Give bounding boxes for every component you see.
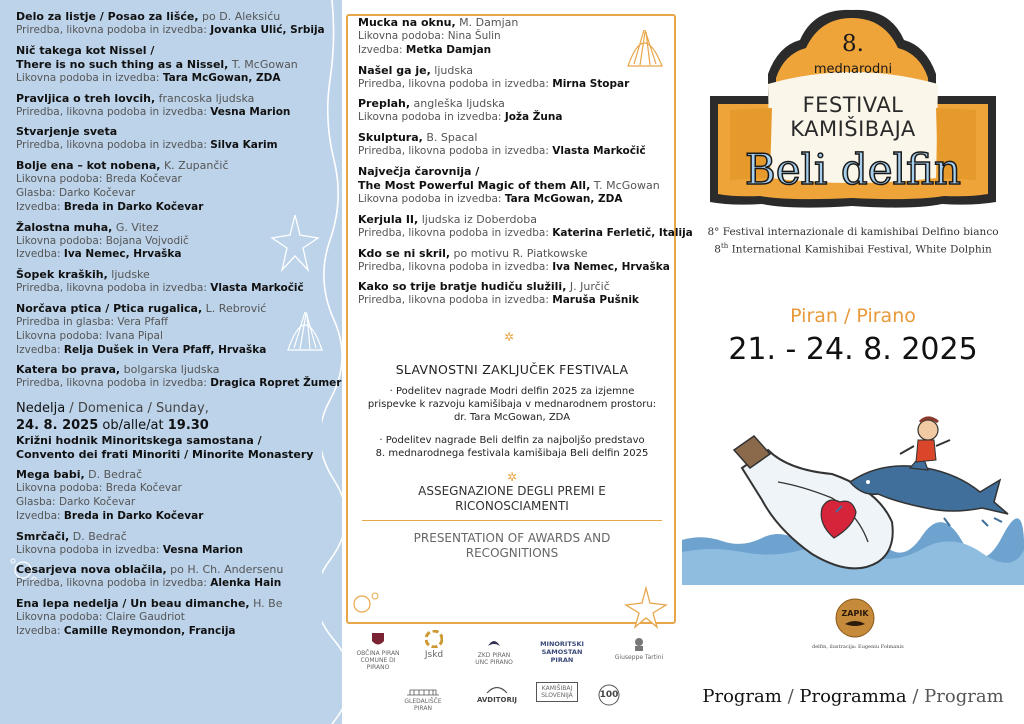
english-line: RECOGNITIONS <box>465 546 559 560</box>
credit-label: Priredba, likovna podoba in izvedba: <box>16 139 211 152</box>
credit-value: Vlasta Markočič <box>210 282 304 295</box>
sub-en-number: 8 <box>714 243 721 256</box>
entry-title <box>16 363 332 377</box>
entry-title-text: Delo za listje / Posao za lišće, <box>16 10 199 23</box>
festival-logo <box>682 0 1024 230</box>
entry-title <box>16 125 332 139</box>
credit-value: Bojana Vojvodič <box>105 234 189 247</box>
credit-value: Iva Nemec, Hrvaška <box>63 248 182 261</box>
entry-title-text: Pravljica o treh lovcih, <box>16 91 156 105</box>
date-time-line <box>16 417 332 434</box>
credit-line <box>16 344 332 358</box>
entry-author: D. Bedrač <box>69 529 127 543</box>
program-entry <box>358 131 676 159</box>
entry-title-2 <box>16 58 332 72</box>
award1-line: prispevke k razvoju kamišibaja v mednarodnem prostoru: <box>367 399 657 410</box>
credit-value: Dragica Ropret Žumer <box>210 377 342 390</box>
entry-title-text: Kerjula II, <box>358 212 419 226</box>
entry-title <box>358 213 676 227</box>
credit-label: Likovna podoba in izvedba: <box>16 71 163 84</box>
entry-title-2 <box>358 179 676 193</box>
entry-title-text: Stvarjenje sveta <box>16 125 118 139</box>
logo-avditorij <box>472 684 522 704</box>
logo-label: Jskd <box>424 650 444 660</box>
program-entry <box>16 92 332 120</box>
logo-tartini <box>614 636 664 661</box>
credit-line <box>16 248 332 262</box>
divider <box>362 520 662 521</box>
closing-ceremony <box>352 362 672 561</box>
zapik-logo <box>812 598 904 650</box>
program-entry <box>16 221 332 263</box>
program-entry <box>16 563 332 591</box>
zkd-icon <box>486 636 502 650</box>
credit-value: Relja Dušek in Vera Pfaff, Hrvaška <box>63 343 267 356</box>
credit-label: Priredba, likovna podoba in izvedba: <box>16 282 211 295</box>
logo-obcina-piran <box>352 632 404 671</box>
theatre-icon <box>406 686 440 696</box>
credit-line <box>16 544 332 558</box>
program-entry <box>358 280 676 308</box>
credit-label: Likovna podoba in izvedba: <box>358 192 505 205</box>
credit-label: Priredba, likovna podoba in izvedba: <box>358 77 553 90</box>
logo-festival: FESTIVAL <box>802 93 904 117</box>
credit-line <box>16 611 332 625</box>
logo-jskd <box>414 630 454 660</box>
day-label: Nedelja <box>16 401 66 417</box>
venue-line-2: Convento dei frati Minoriti / Minorite Monastery <box>16 448 314 462</box>
entry-title <box>358 97 676 111</box>
credit-value: Ivana Pipal <box>105 329 163 342</box>
entry-title <box>16 44 332 58</box>
credit-value: Metka Damjan <box>405 43 492 56</box>
credit-line <box>358 78 676 92</box>
date-text: 24. 8. 2025 <box>16 418 99 434</box>
jskd-icon <box>425 630 443 648</box>
entry-title <box>16 10 332 24</box>
english-title <box>352 531 672 561</box>
credit-label: Priredba, likovna podoba in izvedba: <box>358 226 553 239</box>
credit-value: Darko Kočevar <box>58 186 136 199</box>
entry-author: K. Zupančič <box>160 159 229 173</box>
italian-title <box>352 484 672 514</box>
credit-value: Breda in Darko Kočevar <box>63 509 204 522</box>
credit-value: Silva Karim <box>210 139 278 152</box>
credit-label: Izvedba: <box>358 43 406 56</box>
credit-label: Likovna podoba: <box>16 173 106 186</box>
credit-line <box>16 496 332 510</box>
credit-value: Claire Gaudriot <box>105 611 185 624</box>
bottle-dolphin-illustration <box>682 410 1024 585</box>
ceremony-title: SLAVNOSTNI ZAKLJUČEK FESTIVALA <box>395 362 629 377</box>
entry-title-text: Skulptura, <box>358 131 423 145</box>
entry-title-text: Šopek kraških, <box>16 268 108 282</box>
entry-title-text: Mega babi, <box>16 468 85 482</box>
entry-title-text-2: There is no such thing as a Nissel, <box>16 57 229 71</box>
entry-title-text: Našel ga je, <box>358 63 431 77</box>
entry-title <box>16 563 332 577</box>
avditorij-icon <box>485 684 509 694</box>
program-list-3 <box>358 16 693 314</box>
credit-line <box>16 577 332 591</box>
credit-label: Likovna podoba: <box>16 482 106 495</box>
credit-line <box>16 72 332 86</box>
entry-title-text: Cesarjeva nova oblačila, <box>16 563 167 577</box>
day-rest: / Domenica / Sunday, <box>65 401 209 417</box>
program-sep: / <box>906 686 925 707</box>
program-entry <box>358 16 676 58</box>
credit-label: Izvedba: <box>16 509 64 522</box>
credit-line <box>16 316 332 330</box>
credit-line <box>16 173 332 187</box>
zapik-text: ZAPIK <box>841 609 869 618</box>
entry-title-text: Smrčači, <box>16 529 70 543</box>
credit-line <box>358 30 676 44</box>
credit-line <box>16 282 332 296</box>
entry-title <box>16 92 332 106</box>
venue-line-1: Križni hodnik Minoritskega samostana / <box>16 434 262 448</box>
credit-line <box>16 330 332 344</box>
credit-line <box>16 377 342 391</box>
credit-label: Likovna podoba: <box>16 611 106 624</box>
entry-title-text: Kdo se ni skril, <box>358 246 451 260</box>
credit-line <box>358 226 693 241</box>
entry-author: J. Jurčič <box>566 280 610 294</box>
credit-value: Nina Šulin <box>447 30 501 42</box>
logo-label: MINORITSKI SAMOSTAN PIRAN <box>540 640 584 664</box>
credit-label: Glasba: <box>16 495 59 508</box>
italian-line: RICONOSCIAMENTI <box>455 499 569 513</box>
credit-line <box>358 145 676 159</box>
entry-title <box>16 468 332 482</box>
program-panel-middle <box>342 0 693 724</box>
cover-panel-right <box>682 0 1024 724</box>
credit-line <box>358 111 676 125</box>
logo-label: ZKD PIRAN UNC PIRANO <box>475 652 513 666</box>
credit-value: Vera Pfaff <box>117 315 169 328</box>
entry-title <box>358 16 676 30</box>
program-list-2 <box>16 468 332 639</box>
star-icon: ✲ <box>504 330 515 344</box>
entry-title <box>16 268 332 282</box>
zapik-badge-icon <box>835 598 875 638</box>
sub-en-rest: International Kamishibai Festival, White Dolphin <box>728 243 992 256</box>
entry-title <box>16 530 332 544</box>
entry-title-text: Bolje ena – kot nobena, <box>16 159 161 173</box>
credit-label: Priredba, likovna podoba in izvedba: <box>16 377 211 390</box>
entry-author: po D. Aleksiću <box>198 10 281 23</box>
award1-line: dr. Tara McGowan, ZDA <box>453 412 571 423</box>
award-blue-dolphin <box>352 385 672 424</box>
star-icon: ✲ <box>506 470 518 484</box>
tartini-icon <box>631 636 647 652</box>
credit-label: Likovna podoba in izvedba: <box>16 543 163 556</box>
program-entry <box>16 468 332 523</box>
entry-author: po H. Ch. Andersenu <box>166 563 284 577</box>
sponsor-logos <box>352 630 672 720</box>
program-it: Programma <box>799 686 907 707</box>
entry-author: M. Damjan <box>455 16 519 29</box>
entry-title-text: Mucka na oknu, <box>358 16 456 29</box>
program-en: Program <box>924 686 1004 707</box>
credit-value: Vesna Marion <box>162 543 243 556</box>
credit-label: Priredba, likovna podoba in izvedba: <box>16 24 211 36</box>
time-text: 19.30 <box>167 418 209 434</box>
entry-title-text: Nič takega kot Nissel / <box>16 43 155 57</box>
entry-author: francoska ljudska <box>155 91 255 105</box>
credit-label: Izvedba: <box>16 343 64 356</box>
entry-author: T. McGowan <box>590 178 660 192</box>
credit-value: Tara McGowan, ZDA <box>504 192 623 205</box>
program-entry <box>16 363 342 391</box>
child-rider-icon <box>900 418 950 462</box>
credit-line <box>16 106 332 120</box>
credit-value: Camille Reymondon, Francija <box>63 624 236 637</box>
entry-author: L. Rebrović <box>202 301 267 315</box>
credit-line <box>16 510 332 524</box>
logo-kamisibaja: KAMIŠIBAJA <box>790 117 916 141</box>
credit-label: Izvedba: <box>16 624 64 637</box>
logo-label: 100 <box>599 690 619 700</box>
english-line: PRESENTATION OF AWARDS AND <box>413 531 611 545</box>
program-panel-left <box>0 0 342 724</box>
entry-author: D. Bedrač <box>84 468 143 482</box>
credit-value: Mirna Stopar <box>552 77 630 90</box>
festival-dates: 21. - 24. 8. 2025 <box>728 332 978 367</box>
credit-value: Vlasta Markočič <box>552 145 646 158</box>
zapik-caption: delfin, ilustracija: Eugeniu Folmanis <box>812 644 904 650</box>
credit-value: Alenka Hain <box>210 577 282 590</box>
program-entry <box>358 247 676 275</box>
entry-title-text: Preplah, <box>358 97 411 111</box>
credit-label: Izvedba: <box>16 200 64 213</box>
credit-value: Darko Kočevar <box>58 495 136 508</box>
credit-label: Likovna podoba: <box>358 30 448 42</box>
program-entry <box>358 64 676 92</box>
entry-author: ljudska iz Doberdoba <box>418 212 537 226</box>
credit-label: Glasba: <box>16 186 59 199</box>
entry-title-text: Norčava ptica / Ptica rugalica, <box>16 301 203 315</box>
credit-value: Iva Nemec, Hrvaška <box>552 260 670 273</box>
entry-author: G. Vitez <box>112 220 159 234</box>
credit-value: Breda Kočevar <box>105 173 182 186</box>
entry-title <box>358 64 676 78</box>
credit-value: Maruša Pušnik <box>552 294 639 307</box>
program-entry <box>358 212 693 241</box>
italian-line: ASSEGNAZIONE DEGLI PREMI E <box>418 484 606 498</box>
credit-line <box>16 187 332 201</box>
credit-line <box>16 625 332 639</box>
credit-line <box>16 139 332 153</box>
entry-author: bolgarska ljudska <box>120 363 220 377</box>
entry-title-text: Največja čarovnija / <box>358 164 480 178</box>
credit-label: Izvedba: <box>16 248 64 261</box>
credit-value: Breda Kočevar <box>105 482 182 495</box>
entry-title <box>16 597 332 611</box>
place: Piran / Pirano <box>790 305 916 327</box>
credit-line <box>358 193 676 207</box>
entry-title-text: Kako so trije bratje hudiču služili, <box>358 280 567 294</box>
credit-label: Likovna podoba in izvedba: <box>358 111 505 124</box>
credit-label: Likovna podoba: <box>16 329 106 342</box>
subtitle-italian: 8° Festival internazionale di kamishibai Delfino bianco <box>707 226 999 238</box>
logo-label: OBČINA PIRAN COMUNE DI PIRANO <box>356 650 400 671</box>
logo-100 <box>596 684 622 718</box>
logo-label: GLEDALIŠČE PIRAN <box>404 698 442 712</box>
logo-label: Giuseppe Tartini <box>614 654 664 661</box>
logo-label: KAMIŠIBAJ SLOVENIJA <box>541 685 573 699</box>
logo-kamisibaj-slovenija <box>536 682 578 702</box>
credit-value: Tara McGowan, ZDA <box>162 71 281 84</box>
entry-author: B. Spacal <box>422 131 478 145</box>
entry-author: po motivu R. Piatkowske <box>450 246 588 260</box>
award1-line: · Podelitev nagrade Modri delfin 2025 za izjemne <box>389 386 635 397</box>
entry-title <box>358 165 676 179</box>
award2-line: · Podelitev nagrade Beli delfin za najboljšo predstavo <box>379 435 645 446</box>
credit-label: Likovna podoba: <box>16 234 106 247</box>
credit-line <box>16 482 332 496</box>
logo-beli-delfin: Beli delfin <box>744 145 962 194</box>
credit-label: Priredba, likovna podoba in izvedba: <box>358 145 553 158</box>
credit-label: Priredba, likovna podoba in izvedba: <box>16 105 211 118</box>
logo-zkd-piran <box>474 636 514 666</box>
program-entry <box>16 44 332 86</box>
credit-label: Priredba, likovna podoba in izvedba: <box>358 294 553 307</box>
credit-value: Breda in Darko Kočevar <box>63 200 204 213</box>
program-entry <box>16 530 332 558</box>
sub-en-sup: th <box>720 242 729 250</box>
credit-value: Joža Žuna <box>504 111 563 124</box>
entry-title <box>358 280 676 294</box>
entry-title-text: Katera bo prava, <box>16 363 121 377</box>
day-heading <box>16 401 332 417</box>
program-entry <box>16 302 332 357</box>
credit-line <box>358 294 676 308</box>
logo-number: 8. <box>842 31 864 57</box>
logo-mednarodni: mednarodni <box>813 62 893 77</box>
logo-label: AVDITORIJ <box>476 696 518 704</box>
program-sep: / <box>781 686 800 707</box>
entry-author: ljudske <box>107 268 150 282</box>
credit-label: Priredba in glasba: <box>16 315 118 328</box>
entry-title <box>16 221 332 235</box>
program-sl: Program <box>702 686 782 707</box>
program-entry <box>358 165 676 207</box>
entry-author: H. Be <box>249 597 283 611</box>
credit-line <box>16 201 332 215</box>
program-list-1 <box>16 10 342 391</box>
program-entry <box>16 10 332 38</box>
credit-line <box>358 44 676 58</box>
entry-title-text: Ena lepa nedelja / Un beau dimanche, <box>16 597 250 611</box>
program-entry <box>16 125 332 153</box>
logo-gledalisce-piran <box>398 686 448 712</box>
date-ob: ob/alle/at <box>98 418 168 434</box>
program-title <box>682 686 1024 707</box>
entry-title-text: Žalostna muha, <box>16 220 113 234</box>
subtitle-english <box>682 242 1024 256</box>
program-entry <box>16 597 332 639</box>
entry-title <box>358 131 676 145</box>
credit-label: Priredba, likovna podoba in izvedba: <box>16 577 211 590</box>
credit-line <box>16 235 332 249</box>
entry-title <box>16 302 332 316</box>
credit-value: Vesna Marion <box>210 105 291 118</box>
credit-value: Katerina Ferletič, Italija <box>552 226 693 239</box>
credit-line <box>16 24 332 38</box>
logo-minoritski-samostan <box>534 640 590 664</box>
credit-line <box>358 261 676 275</box>
entry-author: ljudska <box>430 63 473 77</box>
entry-title <box>16 159 332 173</box>
program-entry <box>16 159 332 214</box>
entry-author: angleška ljudska <box>410 97 505 111</box>
credit-label: Priredba, likovna podoba in izvedba: <box>358 260 553 273</box>
entry-title-text-2: The Most Powerful Magic of them All, <box>358 178 591 192</box>
award-white-dolphin <box>352 434 672 460</box>
coat-of-arms-icon <box>371 632 385 648</box>
entry-title <box>358 247 676 261</box>
award2-line: 8. mednarodnega festivala kamišibaja Beli delfin 2025 <box>375 448 649 459</box>
credit-value: Jovanka Ulić, Srbija <box>210 24 325 36</box>
program-entry <box>16 268 332 296</box>
entry-author: T. McGowan <box>228 57 298 71</box>
program-entry <box>358 97 676 125</box>
